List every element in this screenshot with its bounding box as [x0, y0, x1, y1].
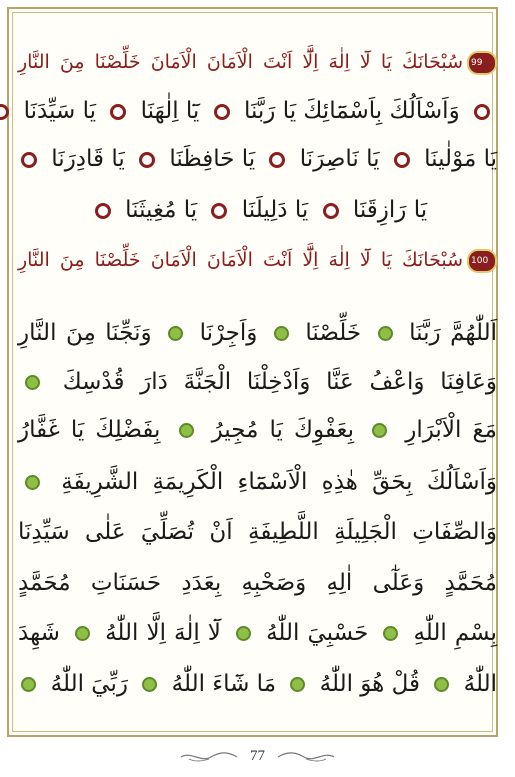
page-footer — [0, 746, 515, 770]
prayer-line — [18, 462, 497, 502]
separator-dot-icon — [142, 677, 157, 692]
prayer-line — [18, 410, 497, 450]
phrase: يَا دَلِيلَنَا — [241, 197, 309, 223]
separator-dot-icon — [434, 677, 449, 692]
heading-2 — [18, 240, 497, 280]
phrase: يَا مَوْلٰينَا — [424, 146, 497, 172]
separator-dot-icon — [168, 326, 183, 341]
separator-dot-icon — [290, 677, 305, 692]
prayer-line — [18, 563, 497, 603]
phrase: اَللّٰهُمَّ رَبَّنَا — [409, 320, 498, 346]
phrase: وَاَجِرْنَا — [199, 320, 258, 346]
separator-dot-icon — [21, 677, 36, 692]
prayer-line — [18, 362, 497, 402]
phrase: شَهِدَ — [18, 620, 60, 646]
text-line — [18, 139, 497, 179]
separator-dot-icon — [179, 423, 194, 438]
phrase: مَا شَٓاءَ اللّٰهُ — [171, 671, 277, 697]
prayer-line — [18, 313, 497, 353]
prayer-line — [18, 512, 497, 552]
phrase: وَالصِّفَاتِ الْجَلِيلَةِ اللَّطِيفَةِ اَنْ تُصَلِّيَ عَلٰى سَيِّدِنَا — [18, 519, 497, 545]
phrase: بِفَضْلِكَ يَا غَفَّارُ — [18, 417, 161, 443]
separator-circle-icon — [214, 104, 230, 120]
phrase: يَا رَازِقَنَا — [352, 197, 428, 223]
separator-circle-icon — [110, 104, 126, 120]
separator-circle-icon — [269, 152, 285, 168]
separator-circle-icon — [474, 104, 490, 120]
separator-dot-icon — [372, 423, 387, 438]
verse-number-badge: 99 — [467, 51, 497, 75]
phrase: يَا قَادِرَنَا — [51, 146, 125, 172]
phrase: مُحَمَّدٍ وَعَلٰٓى اٰلِهِ وَصَحْبِهِ بِعَدَدِ حَسَنَاتِ مُحَمَّدٍ — [18, 570, 497, 596]
phrase: بِسْمِ اللّٰهِ — [413, 620, 498, 646]
separator-circle-icon — [95, 203, 111, 219]
phrase: يَا حَافِظَنَا — [169, 146, 256, 172]
phrase: وَاَسْاَلُكَ بِحَقِّ هٰذِهِ الْاَسْمَٓاءِ الْكَرِيمَةِ الشَّرِيفَةِ — [61, 469, 497, 495]
phrase: يَٓا اِلٰهَنَا — [140, 98, 200, 124]
separator-circle-icon — [211, 203, 227, 219]
phrase: قُلْ هُوَ اللّٰهُ — [319, 671, 421, 697]
separator-dot-icon — [236, 626, 251, 641]
separator-dot-icon — [274, 326, 289, 341]
phrase: يَا نَاصِرَنَا — [299, 146, 380, 172]
separator-dot-icon — [25, 375, 40, 390]
separator-circle-icon — [323, 203, 339, 219]
phrase: مَعَ الْاَبْرَارِ — [405, 417, 497, 443]
phrase: وَعَافِنَا وَاعْفُ عَنَّا وَاَدْخِلْنَا الْجَنَّةَ دَارَ قُدْسِكَ — [62, 369, 497, 395]
heading-text: سُبْحَانَكَ يَا لَٓا اِلٰهَ اِلَّٓا اَنْتَ الْاَمَانَ الْاَمَانَ خَلِّصْنَا مِنَ النَّارِ — [18, 249, 463, 271]
flourish-right-icon — [276, 750, 336, 764]
prayer-line — [18, 613, 497, 653]
separator-circle-icon — [394, 152, 410, 168]
phrase: اللّٰهُ — [463, 671, 497, 697]
phrase: يَا سَيِّدَنَا — [23, 98, 97, 124]
text-line — [18, 190, 497, 230]
separator-circle-icon — [0, 104, 9, 120]
phrase: وَنَجِّنَا مِنَ النَّارِ — [18, 320, 152, 346]
phrase: حَسْبِيَ اللّٰهُ — [266, 620, 369, 646]
heading-text: سُبْحَانَكَ يَا لَٓا اِلٰهَ اِلَّٓا اَنْتَ الْاَمَانَ الْاَمَانَ خَلِّصْنَا مِنَ النَّارِ — [18, 51, 463, 73]
phrase: يَا مُغِيثَنَا — [125, 197, 198, 223]
prayer-line — [18, 664, 497, 704]
phrase: وَاَسْاَلُكَ بِاَسْمَٓائِكَ يَا رَبَّنَا — [243, 98, 460, 124]
separator-circle-icon — [139, 152, 155, 168]
separator-dot-icon — [378, 326, 393, 341]
phrase: لَٓا اِلٰهَ اِلَّا اللّٰهُ — [105, 620, 221, 646]
verse-number-badge: 100 — [467, 249, 497, 273]
page-number: 77 — [250, 748, 265, 764]
phrase: خَلِّصْنَا — [305, 320, 362, 346]
separator-dot-icon — [383, 626, 398, 641]
flourish-left-icon — [179, 750, 239, 764]
text-line — [18, 91, 497, 131]
phrase: بِعَفْوِكَ يَا مُجِيرُ — [211, 417, 355, 443]
separator-dot-icon — [25, 475, 40, 490]
separator-circle-icon — [21, 152, 37, 168]
phrase: رَبِّيَ اللّٰهُ — [50, 671, 128, 697]
heading-1 — [18, 42, 497, 82]
separator-dot-icon — [75, 626, 90, 641]
